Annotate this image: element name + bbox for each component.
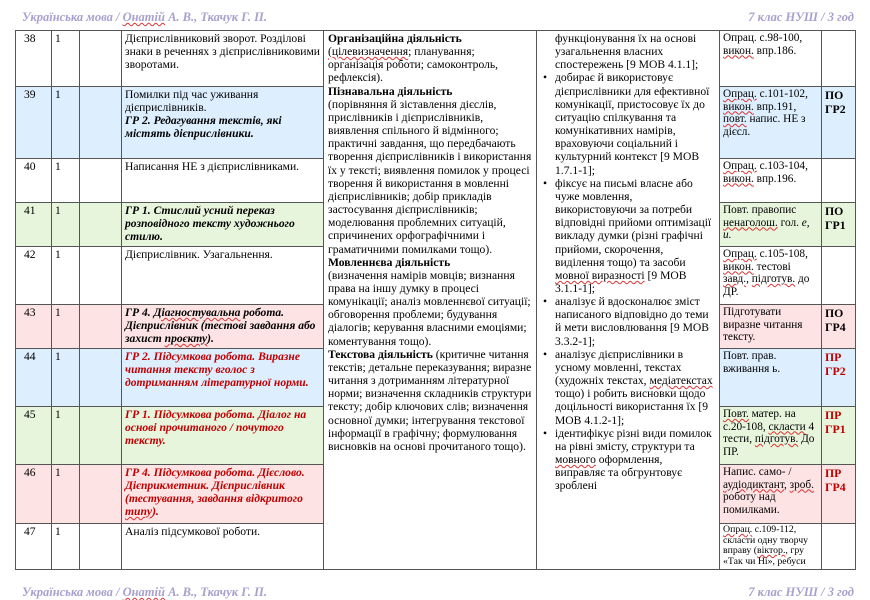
footer-left xyxy=(22,585,267,600)
lesson-number: 43 xyxy=(16,305,52,349)
homework: Підготувати виразне читання тексту. xyxy=(720,305,822,349)
lesson-topic: ГР 4. Підсумкова робота. Дієслово. Дієприкметник. Дієприслівник (тестування, завдання відкритого типу). xyxy=(122,465,324,524)
assessment-code: ПР ГР1 xyxy=(822,407,856,465)
lesson-number: 45 xyxy=(16,407,52,465)
assessment-code xyxy=(822,31,856,87)
lesson-number: 46 xyxy=(16,465,52,524)
homework: Напис. само- / аудіодиктант, зроб. роботу над помилками. xyxy=(720,465,822,524)
lesson-hours: 1 xyxy=(52,87,80,159)
lesson-hours: 1 xyxy=(52,465,80,524)
footer-sep: / xyxy=(112,585,123,599)
lesson-topic: ГР 1. Підсумкова робота. Діалог на основі прочитаного / почутого тексту. xyxy=(122,407,324,465)
lesson-topic: ГР 1. Стислий усний переказ розповідного тексту художнього стилю. xyxy=(122,203,324,247)
footer-right: 7 клас НУШ / 3 год xyxy=(748,585,854,599)
assessment-code: ПО ГР4 xyxy=(822,305,856,349)
homework: Опрац. с.103-104, викон. впр.196. xyxy=(720,159,822,203)
assessment-code xyxy=(822,247,856,305)
date-cell xyxy=(80,349,122,407)
homework: Опрац. с.101-102, викон. впр.191, повт. напис. НЕ з дієсл. xyxy=(720,87,822,159)
lesson-plan-table xyxy=(15,30,856,570)
results-cell xyxy=(537,31,720,570)
assessment-code xyxy=(822,159,856,203)
lesson-number: 38 xyxy=(16,31,52,87)
date-cell xyxy=(80,407,122,465)
header-author-rest: А. В., Ткачук Г. П. xyxy=(164,10,267,24)
header-left xyxy=(22,10,267,25)
assessment-code xyxy=(822,524,856,570)
page-header xyxy=(0,0,870,30)
lesson-number: 40 xyxy=(16,159,52,203)
lesson-hours: 1 xyxy=(52,524,80,570)
footer-author-first: Онатій xyxy=(122,585,165,599)
lesson-number: 44 xyxy=(16,349,52,407)
activity-text: Текстова діяльність (критичне читання текстів; детальне переказування; виразне читання з дотриманням літературної норми; визначення складників структури тексту; добір ключових слів; визначення основної думки; інтегрування текстової інформації в графічну; формулювання висновків на основі прочитаного тощо). xyxy=(328,347,532,453)
homework: Повт. прав. вживання ь. xyxy=(720,349,822,407)
lesson-topic: Помилки під час уживання дієприслівників. ГР 2. Редагування текстів, які містять дієприслівники. xyxy=(122,87,324,159)
date-cell xyxy=(80,31,122,87)
date-cell xyxy=(80,305,122,349)
results-list xyxy=(541,71,715,492)
lesson-hours: 1 xyxy=(52,203,80,247)
assessment-code: ПР ГР4 xyxy=(822,465,856,524)
footer-subject: Українська мова xyxy=(22,585,113,599)
activities-cell xyxy=(324,31,537,570)
header-author-first: Онатій xyxy=(122,10,165,24)
footer-author-rest: А. В., Ткачук Г. П. xyxy=(164,585,267,599)
homework: Опрац. с.98-100, викон. впр.186. xyxy=(720,31,822,87)
date-cell xyxy=(80,247,122,305)
date-cell xyxy=(80,87,122,159)
lesson-hours: 1 xyxy=(52,247,80,305)
activity-speech: Мовленнєва діяльність (визначення намірів мовців; визнання права на іншу думку в процесі комунікації; аналіз мовленнєвої ситуації; обговорення проблеми; будування діалогів; керування власними емоціями; коментування тощо). xyxy=(328,255,531,348)
date-cell xyxy=(80,159,122,203)
lesson-number: 42 xyxy=(16,247,52,305)
lesson-number: 41 xyxy=(16,203,52,247)
list-item: • аналізує дієприслівники в усному мовленні, текстах (художніх текстах, медіатекстах тощо) і робить висновки щодо доцільності використання їх [9 МОВ 4.1.2-1]; xyxy=(541,348,715,427)
list-item: • ідентифікує різні види помилок на рівні змісту, структури та мовного оформлення, виправляє та обгрунтовує зроблені xyxy=(541,427,715,493)
lesson-hours: 1 xyxy=(52,349,80,407)
lesson-hours: 1 xyxy=(52,407,80,465)
lesson-number: 47 xyxy=(16,524,52,570)
lesson-topic: Дієприслівник. Узагальнення. xyxy=(122,247,324,305)
list-item: • фіксує на письмі власне або чуже мовлення, використовуючи за потреби відповідні прийоми оптимізації викладу думки (різні графічні прийоми, скорочення, виділення тощо) та засоби мовної виразності [9 МОВ 3.1.1-1]; xyxy=(541,177,715,295)
list-item: • добирає й використовує дієприслівники для ефективної комунікації, пристосовує їх до ситуацію спілкування та комунікативних намірів, враховуючи соціальний і культурний контекст [9 МОВ 1.7.1-1]; xyxy=(541,71,715,176)
lesson-topic: Аналіз підсумкової роботи. xyxy=(122,524,324,570)
assessment-code: ПР ГР2 xyxy=(822,349,856,407)
homework: Повт. матер. на с.20-108, скласти 4 тести, підготув. До ПР. xyxy=(720,407,822,465)
lesson-topic: Дієприслівниковий зворот. Розділові знаки в реченнях з дієприслівниковими зворотами. xyxy=(122,31,324,87)
homework: Повт. правопис ненаголош. гол. е, и. xyxy=(720,203,822,247)
lesson-hours: 1 xyxy=(52,305,80,349)
activity-organizational: Організаційна діяльність (цілевизначення; планування; організація роботи; самоконтроль, рефлексія). xyxy=(328,32,499,85)
header-right: 7 клас НУШ / 3 год xyxy=(748,10,854,24)
header-subject: Українська мова xyxy=(22,10,113,24)
assessment-code: ПО ГР1 xyxy=(822,203,856,247)
lesson-hours: 1 xyxy=(52,159,80,203)
homework: Опрац. с.109-112, скласти одну творчу вправу (віктор., гру «Так чи Ні», ребуси xyxy=(720,524,822,570)
lesson-topic: ГР 2. Підсумкова робота. Виразне читання тексту вголос з дотриманням літературної норми. xyxy=(122,349,324,407)
lesson-topic: Написання НЕ з дієприслівниками. xyxy=(122,159,324,203)
lesson-hours: 1 xyxy=(52,31,80,87)
table-row xyxy=(16,31,856,87)
list-item: • аналізує й вдосконалює зміст написаного відповідно до теми й мети висловлювання [9 МОВ 3.3.2-1]; xyxy=(541,295,715,348)
date-cell xyxy=(80,465,122,524)
activity-cognitive: Пізнавальна діяльність (порівняння й зіставлення дієслів, прислівників і дієприслівників, виявлення спільного й відмінного; практичні завдання, що передбачають творення дієприслівників і використання їх у тексті; виявлення помилок у процесі творення й використання в мовленні дієприслівників; добір прикладів застосування дієприслівників; моделювання проблемних ситуацій, спричинених орфографічними і граматичними помилками тощо). xyxy=(328,84,532,256)
date-cell xyxy=(80,203,122,247)
lesson-topic: ГР 4. Діагностувальна робота. Дієприслівник (тестові завдання або захист проєкту). xyxy=(122,305,324,349)
result-continuation: функціонування їх на основі узагальнення власних спостережень [9 МОВ 4.1.1]; xyxy=(555,32,699,72)
page-footer xyxy=(0,584,870,600)
header-sep: / xyxy=(112,10,123,24)
date-cell xyxy=(80,524,122,570)
assessment-code: ПО ГР2 xyxy=(822,87,856,159)
lesson-number: 39 xyxy=(16,87,52,159)
homework: Опрац. с.105-108, викон. тестові завд., підготув. до ДР. xyxy=(720,247,822,305)
